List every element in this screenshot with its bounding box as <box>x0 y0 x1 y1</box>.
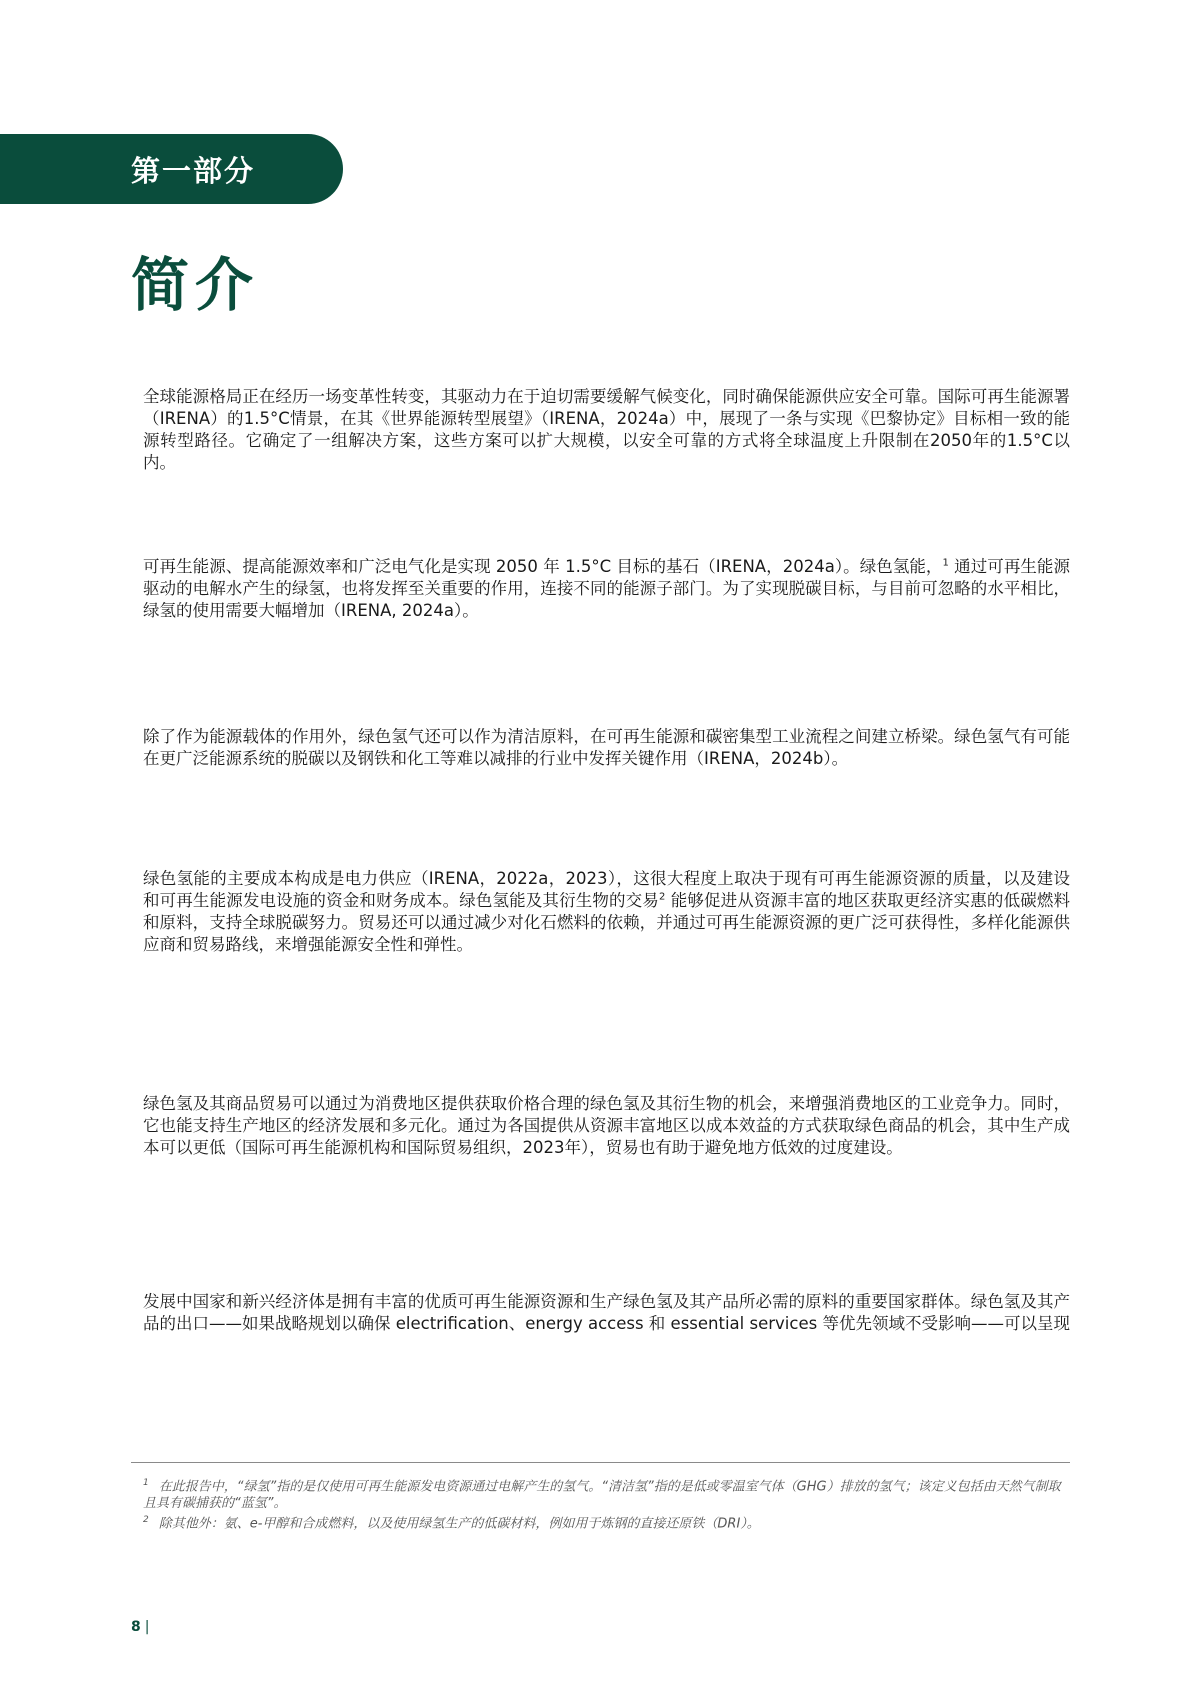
paragraph-1: 全球能源格局正在经历一场变革性转变，其驱动力在于迫切需要缓解气候变化，同时确保能源供应安全可靠。国际可再生能源署（IRENA）的1.5°C情景，在其《世界能源转型展望》（IRENA，2024a）中，展现了一条与实现《巴黎协定》目标相一致的能源转型路径。它确定了一组解决方案，这些方案可以扩大规模，以安全可靠的方式将全球温度上升限制在2050年的1.5°C以内。 <box>143 387 1070 472</box>
paragraph-3: 除了作为能源载体的作用外，绿色氢气还可以作为清洁原料，在可再生能源和碳密集型工业流程之间建立桥梁。绿色氢气有可能在更广泛能源系统的脱碳以及钢铁和化工等难以减排的行业中发挥关键作用（IRENA，2024b）。 <box>143 727 1070 768</box>
footnote-divider <box>131 1462 1070 1463</box>
page-number-separator: | <box>144 1619 150 1635</box>
paragraph-4-part-a: 绿色氢能的主要成本构成是电力供应（IRENA，2022a，2023），这很大程度上取决于现有可再生能源资源的质量，以及建设和可再生能源发电设施的资金和财务成本。绿色氢能及其衍生物的交易 <box>143 869 1070 910</box>
page-number-value: 8 <box>131 1619 141 1635</box>
paragraph-2-part-b: 通过可再生能源驱动的电解水产生的绿氢，也将发挥至关重要的作用，连接不同的能源子部门。为了实现脱碳目标，与目前可忽略的水平相比，绿氢的使用需要大幅增加（IRENA, 2024a）。 <box>143 557 1070 620</box>
footnote-1-mark: 1 <box>143 1478 149 1488</box>
paragraph-5: 绿色氢及其商品贸易可以通过为消费地区提供获取价格合理的绿色氢及其衍生物的机会，来增强消费地区的工业竞争力。同时，它也能支持生产地区的经济发展和多元化。通过为各国提供从资源丰富地区以成本效益的方式获取绿色商品的机会，其中生产成本可以更低（国际可再生能源机构和国际贸易组织，2023年），贸易也有助于避免地方低效的过度建设。 <box>143 1094 1070 1157</box>
footnote-1-text: 在此报告中，“绿氢”指的是仅使用可再生能源发电资源通过电解产生的氢气。“清洁氢”指的是低或零温室气体（GHG）排放的氢气；该定义包括由天然气制取且具有碳捕获的“蓝氢”。 <box>143 1479 1061 1512</box>
paragraph-4 <box>143 868 1070 956</box>
page-number <box>131 1619 149 1635</box>
paragraph-6: 发展中国家和新兴经济体是拥有丰富的优质可再生能源资源和生产绿色氢及其产品所必需的原料的重要国家群体。绿色氢及其产品的出口——如果战略规划以确保 electrification、energy access 和 essential services 等优先领域不受影响——可以呈现 <box>143 1292 1070 1333</box>
footnote-2-mark: 2 <box>143 1515 149 1526</box>
paragraph-4-part-b: 能够促进从资源丰富的地区获取更经济实惠的低碳燃料和原料，支持全球脱碳努力。贸易还可以通过减少对化石燃料的依赖，并通过可再生能源资源的更广泛可获得性，多样化能源供应商和贸易路线，来增强能源安全性和弹性。 <box>143 891 1071 954</box>
section-label: 第一部分 <box>131 154 256 188</box>
footnote-2 <box>143 1512 1070 1532</box>
page-title: 简介 <box>131 251 260 319</box>
footnote-ref-1[interactable]: 1 <box>942 557 949 569</box>
footnote-1 <box>143 1475 1070 1512</box>
section-tab <box>0 134 343 204</box>
paragraph-2-part-a: 可再生能源、提高能源效率和广泛电气化是实现 2050 年 1.5°C 目标的基石（IRENA，2024a）。绿色氢能， <box>143 557 943 576</box>
footnotes <box>143 1475 1070 1533</box>
footnote-2-text: 除其他外：氨、e-甲醇和合成燃料，以及使用绿氢生产的低碳材料，例如用于炼钢的直接还原铁（DRI）。 <box>158 1516 760 1532</box>
footnote-ref-2[interactable]: 2 <box>658 891 666 903</box>
paragraph-2 <box>143 556 1070 622</box>
